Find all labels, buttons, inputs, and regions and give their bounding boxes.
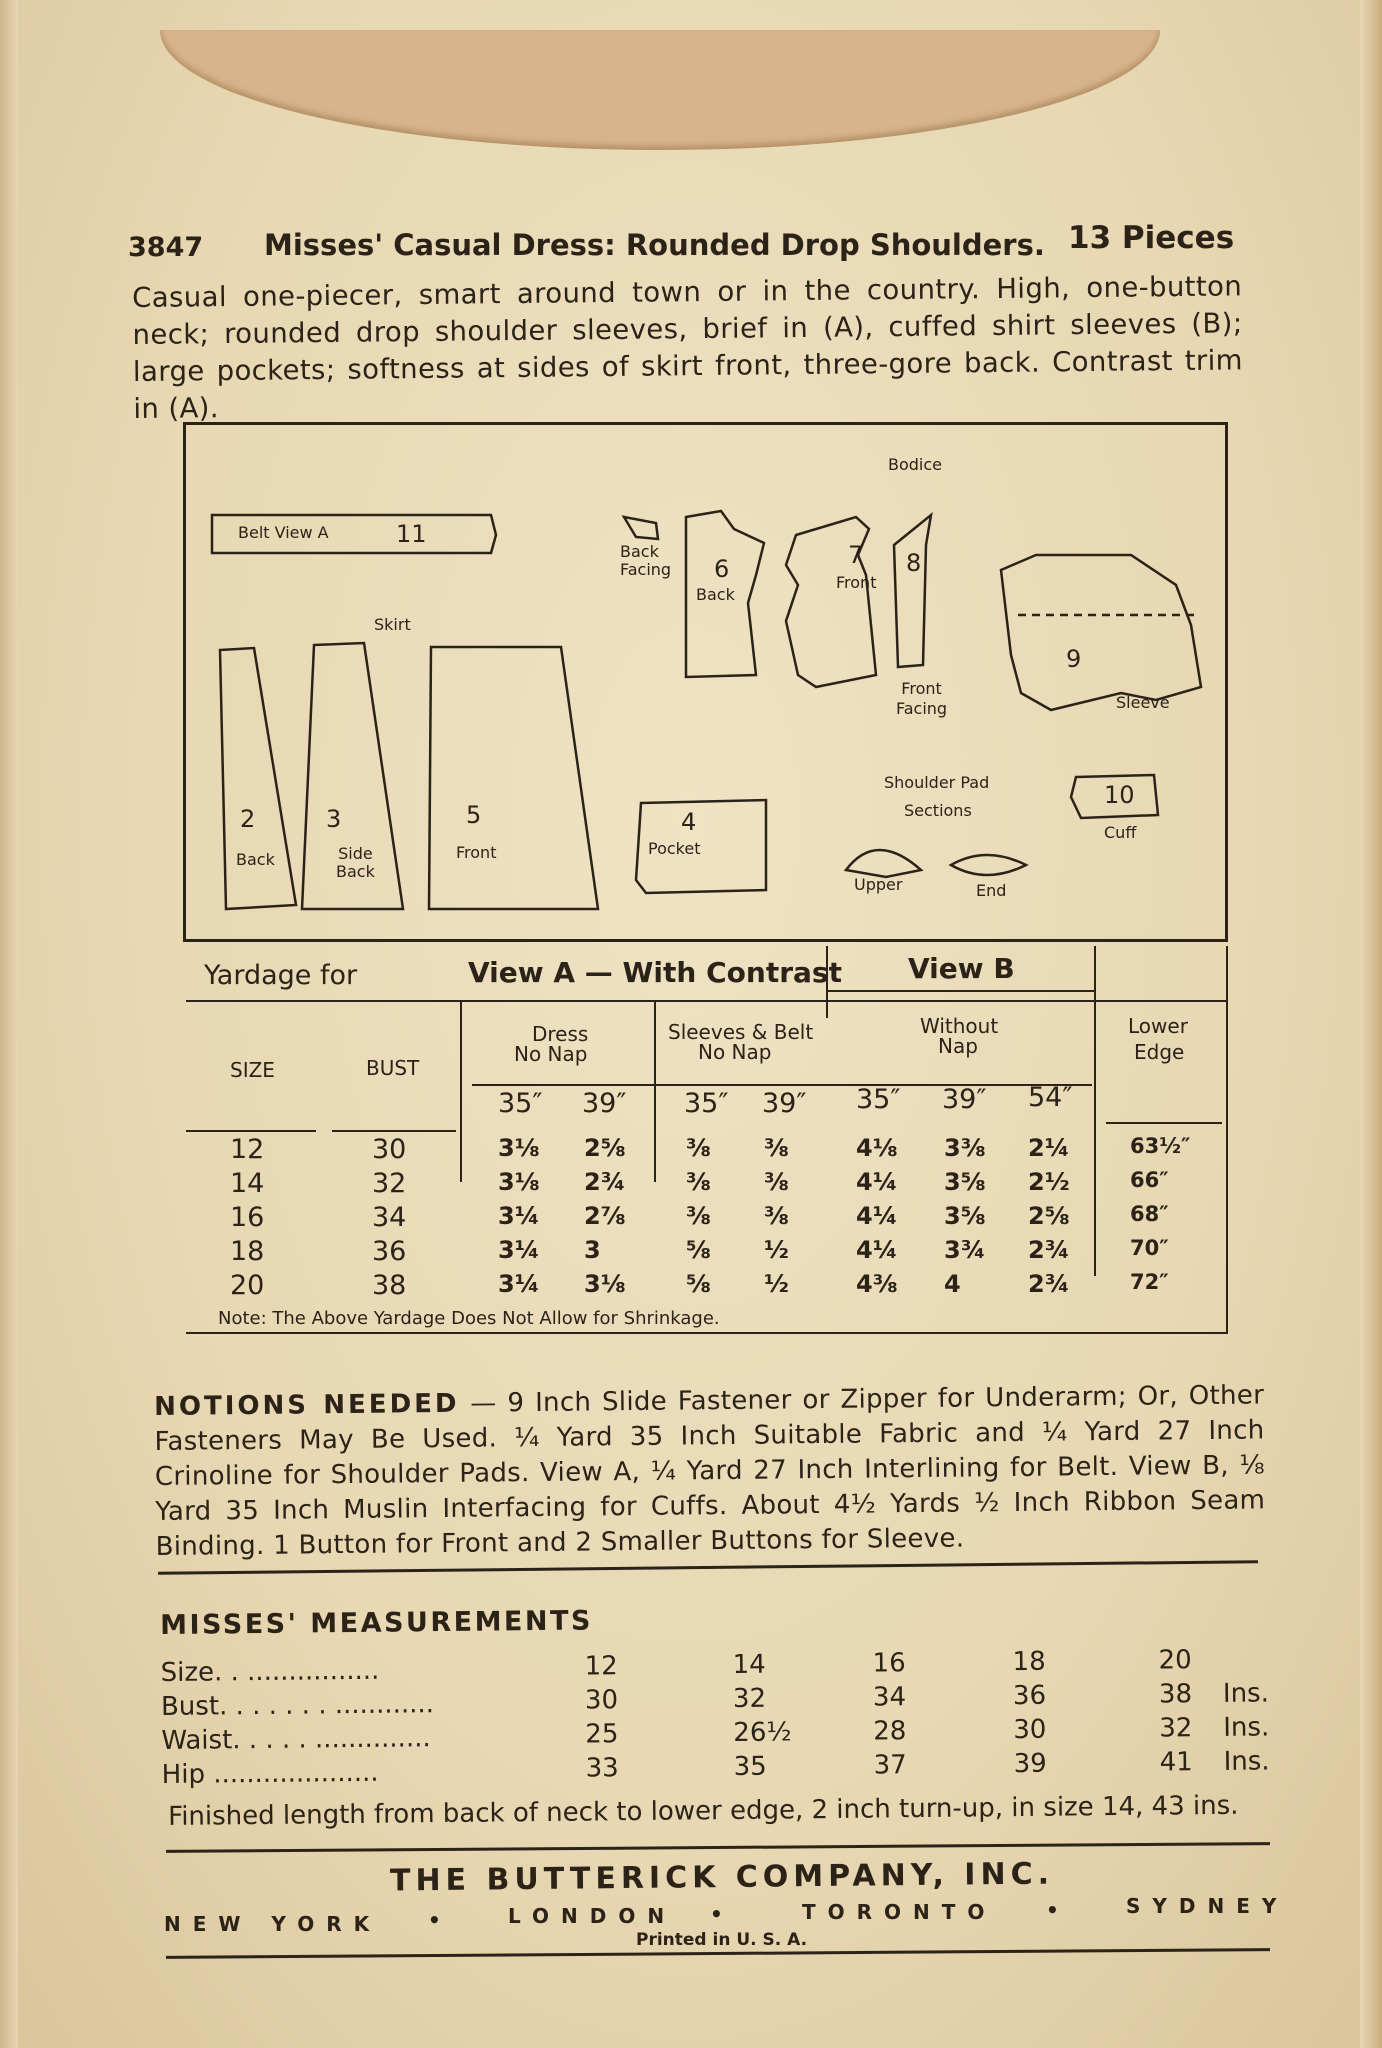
city-sydney: SYDNEY [1126, 1894, 1289, 1918]
piece-3-number: 3 [326, 805, 342, 833]
shrinkage-note: Note: The Above Yardage Does Not Allow for Shrinkage. [218, 1308, 720, 1329]
measurement-value: 30 [584, 1685, 619, 1716]
city-separator: • [710, 1902, 735, 1926]
measurements-section [160, 1598, 1270, 1832]
measurement-value: 32 [732, 1683, 767, 1715]
size-cell: 16 [230, 1202, 265, 1233]
yardage-cell: ½ [764, 1270, 789, 1298]
belt-number: 11 [396, 520, 427, 548]
company-name: THE BUTTERICK COMPANY, INC. [389, 1856, 1055, 1899]
city-separator: • [428, 1908, 453, 1932]
yardage-cell: 2¼ [1028, 1134, 1070, 1162]
yardage-cell: 2¾ [1028, 1270, 1070, 1298]
width-b-35: 35″ [856, 1084, 901, 1115]
piece-10-label: Cuff [1104, 823, 1137, 842]
pattern-title: Misses' Casual Dress: Rounded Drop Shoulders. [264, 228, 1045, 262]
city-toronto: TORONTO [802, 1900, 997, 1924]
worn-edge-right [1360, 0, 1382, 2048]
measurement-value: 34 [872, 1682, 907, 1713]
dress-heading: Dress [532, 1022, 589, 1046]
yardage-cell: 3¼ [498, 1202, 540, 1230]
divider [166, 1842, 1270, 1853]
measurement-value: 39 [1013, 1748, 1047, 1780]
measurement-value: 41 [1159, 1747, 1193, 1778]
piece-9-label: Sleeve [1116, 693, 1170, 712]
piece-10-number: 10 [1104, 781, 1135, 809]
measurement-value: 37 [873, 1750, 907, 1781]
measurement-value: 20 [1158, 1645, 1192, 1676]
unit-hip: Ins. [1223, 1746, 1270, 1777]
piece-7-label: Front [836, 573, 877, 592]
without-heading: Without [920, 1014, 999, 1038]
piece-3-label: Side Back [336, 844, 375, 881]
piece-6-label: Back [696, 585, 735, 604]
yardage-cell: ⅜ [686, 1168, 711, 1196]
yardage-cell: 4¼ [856, 1168, 898, 1196]
piece-2-label: Back [236, 850, 275, 869]
piece-8-label: Front Facing [896, 679, 948, 718]
end-label: End [976, 881, 1007, 900]
yardage-cell: 72″ [1130, 1270, 1169, 1294]
divider [826, 990, 1094, 992]
piece-4-number: 4 [681, 808, 697, 836]
city-new-york: NEW YORK [164, 1912, 382, 1936]
size-row-label: Size. . ................ [160, 1655, 380, 1688]
notions-heading: NOTIONS NEEDED [154, 1388, 460, 1422]
divider [472, 1084, 1092, 1086]
yardage-cell: 3⅛ [498, 1168, 540, 1196]
width-a2-39: 39″ [762, 1088, 807, 1119]
yardage-cell: 3¾ [944, 1236, 986, 1264]
unit-bust: Ins. [1222, 1678, 1270, 1709]
yardage-cell: 2½ [1028, 1168, 1070, 1196]
pattern-pieces-diagram [183, 422, 1228, 942]
yardage-cell: 3⅜ [944, 1134, 986, 1162]
printed-in: Printed in U. S. A. [636, 1930, 808, 1950]
yardage-cell: 66″ [1130, 1168, 1169, 1192]
yardage-cell: 4⅜ [856, 1270, 898, 1298]
nap-heading: Nap [938, 1034, 978, 1058]
yardage-cell: 3⅝ [944, 1202, 986, 1230]
yardage-cell: ⅜ [764, 1202, 789, 1230]
pattern-number: 3847 [128, 232, 204, 263]
yardage-title: Yardage for [204, 960, 358, 991]
piece-4-label: Pocket [648, 839, 701, 858]
size-cell: 18 [230, 1236, 265, 1267]
yardage-cell: 4 [944, 1270, 961, 1298]
width-b-39: 39″ [942, 1084, 987, 1115]
view-a-heading: View A — With Contrast [468, 956, 842, 989]
yardage-cell: 3¼ [498, 1270, 540, 1298]
yardage-cell: 2⅝ [584, 1134, 626, 1162]
piece-9-number: 9 [1066, 645, 1082, 673]
shoulder-pad-label: Shoulder Pad [884, 773, 990, 792]
unit-waist: Ins. [1223, 1712, 1270, 1743]
measurement-value: 28 [873, 1716, 907, 1747]
piece-2-number: 2 [240, 805, 256, 833]
size-heading: SIZE [230, 1058, 275, 1082]
width-b-54: 54″ [1028, 1082, 1073, 1113]
size-cell: 12 [230, 1134, 265, 1165]
divider [186, 1130, 316, 1132]
measurement-value: 14 [732, 1649, 766, 1681]
city-separator: • [1046, 1898, 1071, 1922]
yardage-cell: 3⅛ [584, 1270, 626, 1298]
notions-section [154, 1378, 1266, 1565]
yardage-cell: 2¾ [1028, 1236, 1070, 1264]
yardage-cell: 4¼ [856, 1236, 898, 1264]
measurement-value: 33 [585, 1753, 619, 1784]
bust-cell: 38 [372, 1270, 407, 1301]
yardage-cell: 2⅝ [1028, 1202, 1070, 1230]
measurement-value: 32 [1159, 1713, 1193, 1744]
belt-label: Belt View A [238, 523, 329, 542]
measurement-value: 26½ [733, 1717, 792, 1749]
edge-heading: Edge [1134, 1040, 1185, 1064]
width-a1-35: 35″ [498, 1088, 543, 1119]
divider [654, 1002, 656, 1182]
measurement-value: 18 [1012, 1646, 1046, 1678]
size-cell: 20 [230, 1270, 265, 1301]
finished-length-note: Finished length from back of neck to lower edge, 2 inch turn-up, in size 14, 43 ins. [168, 1790, 1239, 1832]
yardage-cell: ⅜ [686, 1134, 711, 1162]
width-a1-39: 39″ [582, 1088, 627, 1119]
yardage-cell: ⅜ [764, 1134, 789, 1162]
notions-text: — 9 Inch Slide Fastener or Zipper for Underarm; Or, Other Fasteners May Be Used. ¼ Yard 35 Inch Suitable Fabric and ¼ Yard 27 Inch Crinoline for Shoulder Pads. View A, ¼ Yard 27 Inch Interlining for Belt. View B, ⅛ Yard 35 Inch Muslin Interfacing for Cuffs. About 4½ Yards ½ Inch Ribbon Seam Binding. 1 Button for Front and 2 Smaller Buttons for Sleeve. [154, 1380, 1266, 1562]
yardage-cell: 70″ [1130, 1236, 1169, 1260]
envelope-flap [160, 30, 1160, 150]
bodice-label: Bodice [888, 455, 943, 474]
yardage-cell: ⅜ [764, 1168, 789, 1196]
yardage-cell: 63½″ [1130, 1134, 1191, 1158]
city-london: LONDON [508, 1904, 677, 1928]
yardage-table [186, 946, 1228, 1334]
yardage-cell: ⅝ [686, 1236, 711, 1264]
measurement-value: 12 [584, 1651, 618, 1682]
yardage-cell: 4⅛ [856, 1134, 898, 1162]
measurement-value: 30 [1013, 1714, 1047, 1746]
yardage-cell: 2¾ [584, 1168, 626, 1196]
bust-heading: BUST [366, 1056, 420, 1080]
divider [1094, 946, 1096, 1276]
bust-cell: 34 [372, 1202, 407, 1233]
view-b-heading: View B [908, 952, 1015, 985]
skirt-label: Skirt [374, 615, 411, 634]
bust-cell: 30 [372, 1134, 407, 1165]
measurement-value: 38 [1158, 1679, 1193, 1710]
yardage-cell: 68″ [1130, 1202, 1169, 1226]
width-a2-35: 35″ [684, 1088, 729, 1119]
measurements-heading: MISSES' MEASUREMENTS [160, 1605, 594, 1641]
yardage-cell: 3⅛ [498, 1134, 540, 1162]
yardage-cell: 3 [584, 1236, 601, 1264]
piece-5-number: 5 [466, 801, 482, 829]
back-facing-label: Back Facing [620, 542, 672, 579]
piece-5-label: Front [456, 843, 497, 862]
pattern-description: Casual one-piecer, smart around town or in the country. High, one-button neck; rounded drop shoulder sleeves, brief in (A), cuffed shirt sleeves (B); large pockets; softness at sides of skirt front, three-gore back. Contrast trim in (A). [132, 270, 1244, 425]
dress-nap-heading: No Nap [514, 1042, 588, 1066]
hip-row-label: Hip .................... [161, 1757, 379, 1790]
sleeves-nap-heading: No Nap [698, 1040, 772, 1064]
divider [1106, 1122, 1222, 1124]
sleeves-belt-heading: Sleeves & Belt [668, 1020, 814, 1044]
divider [460, 1002, 462, 1182]
piece-count: 13 Pieces [1068, 220, 1235, 256]
measurement-value: 25 [585, 1719, 619, 1750]
worn-edge-left [0, 0, 18, 2048]
sections-label: Sections [904, 801, 972, 820]
bust-cell: 36 [372, 1236, 407, 1267]
bust-cell: 32 [372, 1168, 407, 1199]
divider [186, 1000, 1226, 1002]
size-cell: 14 [230, 1168, 265, 1199]
yardage-cell: 3⅝ [944, 1168, 986, 1196]
measurement-value: 16 [872, 1648, 906, 1679]
upper-label: Upper [854, 875, 903, 894]
bust-row-label: Bust. . . . . . . ............ [160, 1689, 435, 1722]
yardage-cell: 3¼ [498, 1236, 540, 1264]
lower-heading: Lower [1128, 1014, 1188, 1038]
piece-7-number: 7 [848, 541, 864, 569]
yardage-cell: 2⅞ [584, 1202, 626, 1230]
piece-8-number: 8 [906, 549, 922, 577]
measurement-value: 36 [1012, 1680, 1047, 1712]
yardage-cell: ⅝ [686, 1270, 711, 1298]
yardage-cell: ½ [764, 1236, 789, 1264]
divider [332, 1130, 456, 1132]
yardage-cell: 4¼ [856, 1202, 898, 1230]
yardage-cell: ⅜ [686, 1202, 711, 1230]
piece-6-number: 6 [714, 555, 730, 583]
measurement-value: 35 [733, 1751, 767, 1783]
waist-row-label: Waist. . . . . .............. [161, 1723, 431, 1756]
